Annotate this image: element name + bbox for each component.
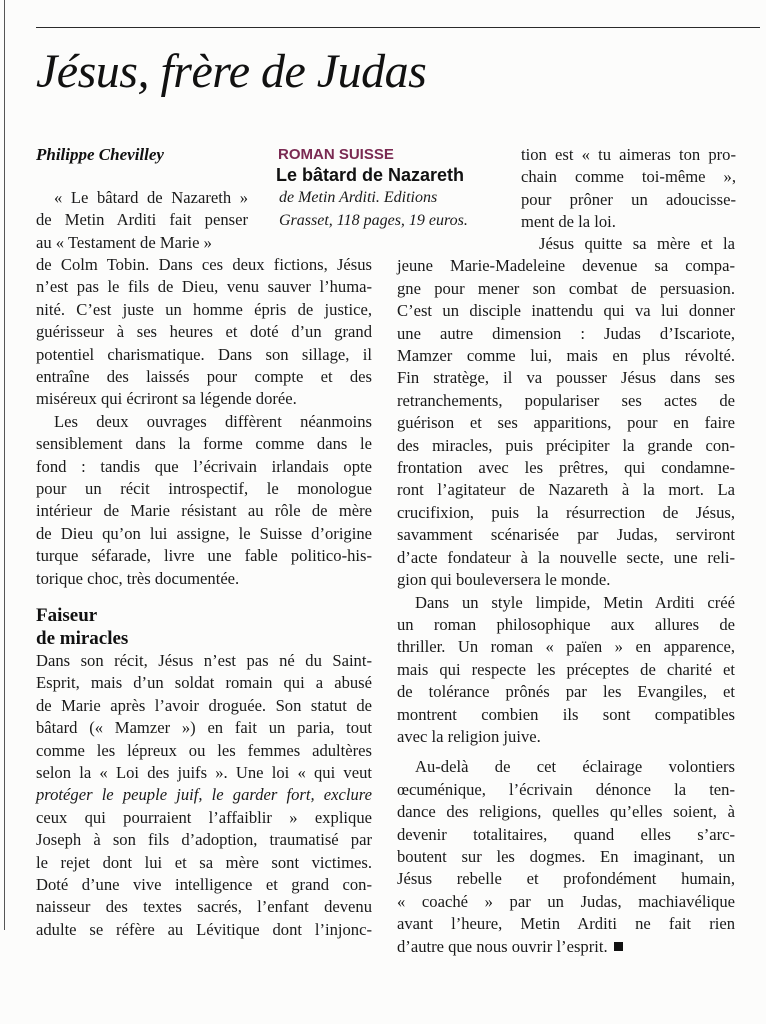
text-line: Dans un style limpide, Metin Arditi créé	[415, 592, 735, 612]
text-line: de Metin Arditi fait penser	[36, 210, 248, 230]
text-line: Au-delà de cet éclairage volontiers	[415, 757, 735, 777]
text-line: potentiel charismatique. Dans son sillage, il	[36, 344, 372, 364]
text-line: pour un récit introspectif, le monologue	[36, 479, 372, 499]
text-line: gne pour mener son combat de persuasion.	[397, 278, 735, 298]
text-line: ront l’agitateur de Nazareth à la mort. La	[397, 480, 735, 500]
text-line: un roman philosophique aux allures de	[397, 614, 735, 634]
text-line: retranchements, populariser ses actes de	[397, 390, 735, 410]
text-line: pour prôner un adoucisse-	[521, 189, 736, 209]
article-headline: Jésus, frère de Judas	[36, 45, 427, 98]
text-line: boutent sur les dogmes. En imaginant, un	[397, 846, 735, 866]
end-mark	[614, 942, 623, 951]
column-2-top	[521, 144, 736, 234]
subhead-line: de miracles	[36, 628, 129, 649]
top-rule	[36, 27, 760, 28]
text-line: une autre dimension : Judas d’Iscariote,	[397, 323, 735, 343]
text-line: frontation avec les prêtres, qui condamne-	[397, 458, 735, 478]
text-line: bâtard (« Mamzer ») en fait un paria, tout	[36, 718, 372, 738]
text-line: nité. C’est juste un homme épris de justice,	[36, 299, 372, 319]
text-line: ceux qui pourraient l’affaiblir » explique	[36, 807, 372, 827]
text-line: jeune Marie-Madeleine devenue sa compa-	[397, 256, 735, 276]
text-line: de Dieu qu’on lui assigne, le Suisse d’origine	[36, 523, 372, 543]
text-line: ment de la loi.	[521, 212, 616, 232]
text-line: Mamzer comme lui, mais en plus révolté.	[397, 346, 735, 366]
text-line: le rejet dont lui et sa mère sont victimes.	[36, 852, 372, 872]
text-line: naisseur des textes sacrés, l’enfant devenu	[36, 897, 372, 917]
text-line: fond : tandis que l’écrivain irlandais opte	[36, 456, 372, 476]
text-line: avec la religion juive.	[397, 726, 541, 746]
text-line: Jésus quitte sa mère et la	[539, 234, 735, 253]
text-line: Dans son récit, Jésus n’est pas né du Saint-	[36, 651, 372, 670]
text-line: Les deux ouvrages diffèrent néanmoins	[54, 411, 372, 431]
text-line: œcuménique, l’écrivain dénonce la ten-	[397, 779, 735, 799]
text-line: sensiblement dans la forme comme dans le	[36, 434, 372, 454]
page-edge-line	[4, 0, 5, 930]
column-2-body	[397, 233, 735, 958]
genre-kicker: ROMAN SUISSE	[278, 146, 394, 163]
text-line: « coaché » par un Judas, machiavélique	[397, 891, 735, 911]
text-line: dance des religions, quelles qu’elles soient, à	[397, 802, 735, 822]
book-meta-line: de Metin Arditi. Editions	[279, 189, 438, 206]
text-line: crucifixion, puis la résurrection de Jésus,	[397, 502, 735, 522]
text-line: de tolérance prônés par les Evangiles, et	[397, 682, 735, 702]
text-line: turque séfarade, livre une fable politico-his-	[36, 546, 372, 566]
column-1-bottom	[36, 650, 372, 941]
text-line: intérieur de Marie résistant au rôle de mère	[36, 501, 372, 521]
column-1-top	[36, 187, 248, 254]
text-line: n’est pas le fils de Dieu, venu sauver l’huma-	[36, 277, 372, 297]
text-line: C’est un disciple inattendu qui va lui donner	[397, 301, 735, 321]
text-line: comme les lépreux ou les femmes adultères	[36, 740, 372, 760]
text-line: Fin stratège, il va pousser Jésus dans ses	[397, 368, 735, 388]
author-byline: Philippe Chevilley	[36, 145, 164, 164]
text-line: guérisseur à ses heures et doté d’un grand	[36, 322, 372, 342]
text-line: torique choc, très documentée.	[36, 568, 240, 588]
text-line: d’acte fondateur à la nouvelle secte, une reli-	[397, 547, 735, 567]
text-line: selon la « Loi des juifs ». Une loi « qui veut	[36, 763, 372, 783]
section-subhead	[36, 604, 128, 650]
text-line: mais qui respecte les préceptes de charité et	[397, 659, 735, 679]
text-line: chain comme toi-même »,	[521, 167, 736, 187]
text-line: guérison et ses apparitions, pour en faire	[397, 413, 735, 433]
text-line: Jésus rebelle et profondément humain,	[397, 869, 735, 889]
text-line: au « Testament de Marie »	[36, 232, 212, 252]
text-line: devenir totalitaires, quand elles s’arc-	[397, 824, 735, 844]
text-line: des miracles, puis précipiter la grande con-	[397, 435, 735, 455]
text-line: thriller. Un roman « païen » en apparence,	[397, 637, 735, 657]
text-line: Esprit, mais d’un soldat romain qui a abusé	[36, 673, 372, 693]
text-line	[397, 936, 735, 958]
text-line: adulte se réfère au Lévitique dont l’injonc-	[36, 919, 372, 939]
text-line: « Le bâtard de Nazareth »	[54, 188, 248, 207]
subhead-line: Faiseur	[36, 605, 98, 626]
text-line: de Colm Tobin. Dans ces deux fictions, Jésus	[36, 255, 372, 274]
book-meta-line: Grasset, 118 pages, 19 euros.	[279, 212, 468, 229]
column-1-body	[36, 254, 372, 590]
text-line-content: d’autre que nous ouvrir l’esprit.	[397, 936, 608, 956]
text-line: Doté d’une vive intelligence et grand con-	[36, 875, 372, 895]
text-line: montrent combien ils sont compatibles	[397, 704, 735, 724]
text-line: Joseph à son fils d’adoption, traumatisé par	[36, 830, 372, 850]
text-line: entraîne des laissés pour compte et des	[36, 367, 372, 387]
text-line: avant l’heure, Metin Arditi ne fait rien	[397, 914, 735, 934]
book-infobox	[276, 146, 506, 232]
book-meta	[279, 186, 506, 232]
text-line: savamment scénarisée par Judas, serviront	[397, 525, 735, 545]
text-line: de Marie après l’avoir droguée. Son statut de	[36, 695, 372, 715]
text-line: miséreux qui écriront sa légende dorée.	[36, 389, 297, 409]
text-line: tion est « tu aimeras ton pro-	[521, 145, 736, 164]
book-title: Le bâtard de Nazareth	[276, 165, 465, 185]
text-line: gion qui bouleversera le monde.	[397, 570, 611, 590]
text-line: protéger le peuple juif, le garder fort, exclure	[36, 785, 372, 805]
